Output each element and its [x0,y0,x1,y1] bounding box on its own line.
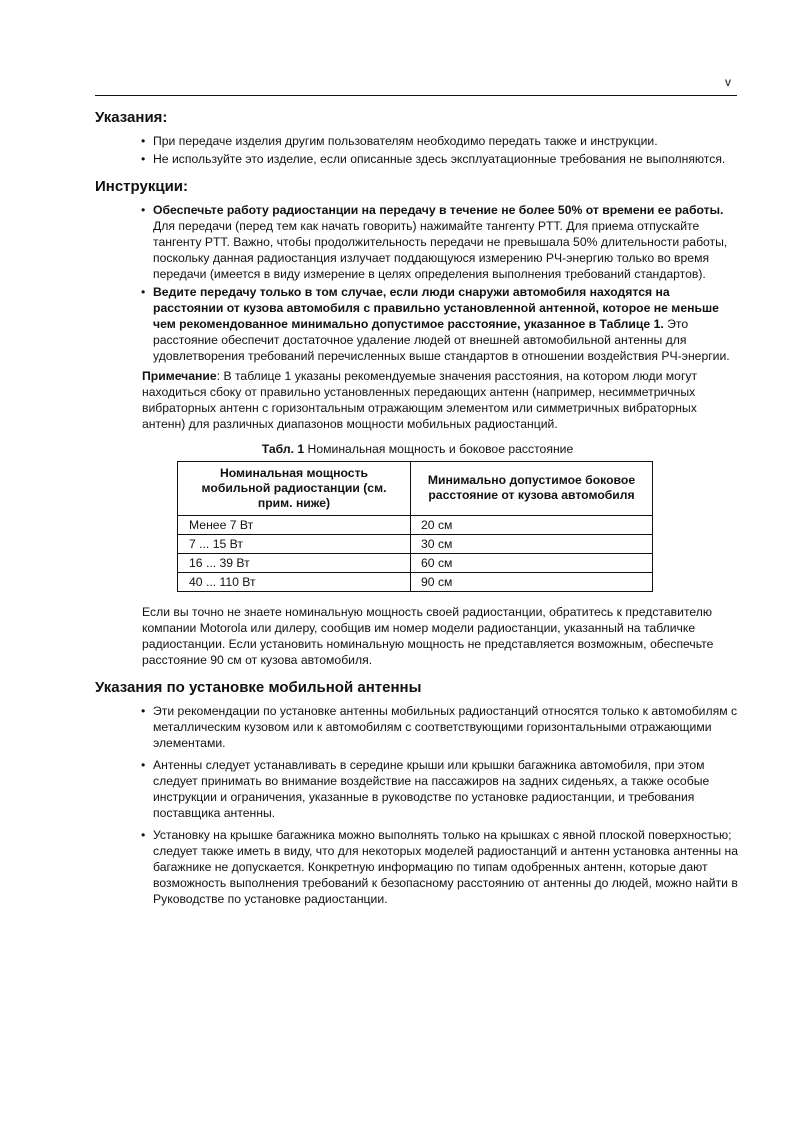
list-item-text: Это расстояние обеспечит достаточное удаление людей от внешней автомобильной антенны для удовлетворения требований перечисленных выше стандартов в отношении воздействия РЧ-энергии. [153,317,730,363]
table-cell-distance: 20 см [411,516,653,535]
header-rule [95,95,737,96]
instructions-list [95,202,740,364]
bullet-icon: • [141,828,146,842]
antenna-installation-list [95,703,740,907]
table-header-row [178,462,653,516]
table-row [178,516,653,535]
table-row [178,573,653,592]
list-item-text: При передаче изделия другим пользователям необходимо передать также и инструкции. [153,134,658,148]
page-number: v [725,75,731,89]
list-item [141,202,740,282]
section-title-instructions: Инструкции: [95,178,189,195]
table-caption [95,442,740,456]
bullet-icon: • [141,152,146,166]
notes-list [95,133,740,167]
power-distance-table [177,461,653,592]
list-item-text: Антенны следует устанавливать в середине крыши или крышки багажника автомобиля, при этом следует принимать во внимание воздействие на пассажиров на задних сиденьях, а также особые инструкции и ограничения, указанные в руководстве по установке радиостанции, и требования поставщика антенны. [153,758,710,820]
bullet-icon: • [141,758,146,772]
table-header-distance: Минимально допустимое боковое расстояние от кузова автомобиля [411,462,653,516]
note-label: Примечание [142,369,217,383]
table-cell-power: Менее 7 Вт [178,516,411,535]
table-row [178,554,653,573]
list-item-text: Для передачи (перед тем как начать говорить) нажимайте тангенту PTT. Для приема отпускайте тангенту PTT. Важно, чтобы продолжительность передачи не превышала 50% длительности работы, поскольку данная радиостанция излучает поддающуюся измерению РЧ-энергию только во время передачи (имеется в виду измерение в целях определения выполнения требований стандартов). [153,219,728,281]
table-caption-text: Номинальная мощность и боковое расстояние [304,442,574,456]
list-item-text: Не используйте это изделие, если описанные здесь эксплуатационные требования не выполняются. [153,152,726,166]
list-item [141,757,740,821]
bullet-icon: • [141,704,146,718]
table-cell-power: 16 ... 39 Вт [178,554,411,573]
list-item [141,151,740,167]
table-cell-distance: 90 см [411,573,653,592]
bullet-icon: • [141,203,146,217]
table-header-power: Номинальная мощность мобильной радиостанции (см. прим. ниже) [178,462,411,516]
bullet-icon: • [141,285,146,299]
section-title-antenna-installation: Указания по установке мобильной антенны [95,679,422,696]
list-item-text: Установку на крышке багажника можно выполнять только на крышках с явной плоской поверхностью; следует также иметь в виду, что для некоторых моделей радиостанций и антенн установка антенны на багажнике не допускается. Конкретную информацию по типам одобренных антенн, которые дают возможность выполнения требований к безопасному расстоянию от антенны до людей, можно найти в Руководстве по установке радиостанции. [153,828,739,906]
table-cell-distance: 60 см [411,554,653,573]
after-table-paragraph: Если вы точно не знаете номинальную мощность своей радиостанции, обратитесь к представителю компании Motorola или дилеру, сообщив им номер модели радиостанции, указанный на табличке радиостанции. Если установить номинальную мощность не представляется возможным, обеспечьте расстояние 90 см от кузова автомобиля. [142,605,714,667]
table-cell-power: 40 ... 110 Вт [178,573,411,592]
section-title-notes: Указания: [95,109,168,126]
table-row [178,535,653,554]
list-item [141,703,740,751]
list-item-bold-text: Ведите передачу только в том случае, если люди снаружи автомобиля находятся на расстоянии от кузова автомобиля с правильно установленной антенной, которое не меньше чем рекомендованное минимально допустимое расстояние, указанное в Таблице 1. [153,285,719,331]
list-item [141,827,740,907]
table-cell-power: 7 ... 15 Вт [178,535,411,554]
page-content [95,108,740,913]
note-text: : В таблице 1 указаны рекомендуемые значения расстояния, на котором люди могут находиться сбоку от правильно установленных передающих антенн (например, несимметричных вибраторных антенн с горизонтальным отражающим элементом или симметричных вибраторных антенн) для различных диапазонов мощности мобильных радиостанций. [142,369,698,431]
list-item [141,133,740,149]
note-paragraph [142,368,740,432]
bullet-icon: • [141,134,146,148]
list-item-text: Эти рекомендации по установке антенны мобильных радиостанций относятся только к автомобилям с металлическим кузовом или к автомобилям с соответствующими горизонтальными отражающими элементами. [153,704,738,750]
table-caption-label: Табл. 1 [261,442,305,456]
list-item [141,284,740,364]
table-cell-distance: 30 см [411,535,653,554]
list-item-bold-text: Обеспечьте работу радиостанции на передачу в течение не более 50% от времени ее работы. [153,203,724,217]
